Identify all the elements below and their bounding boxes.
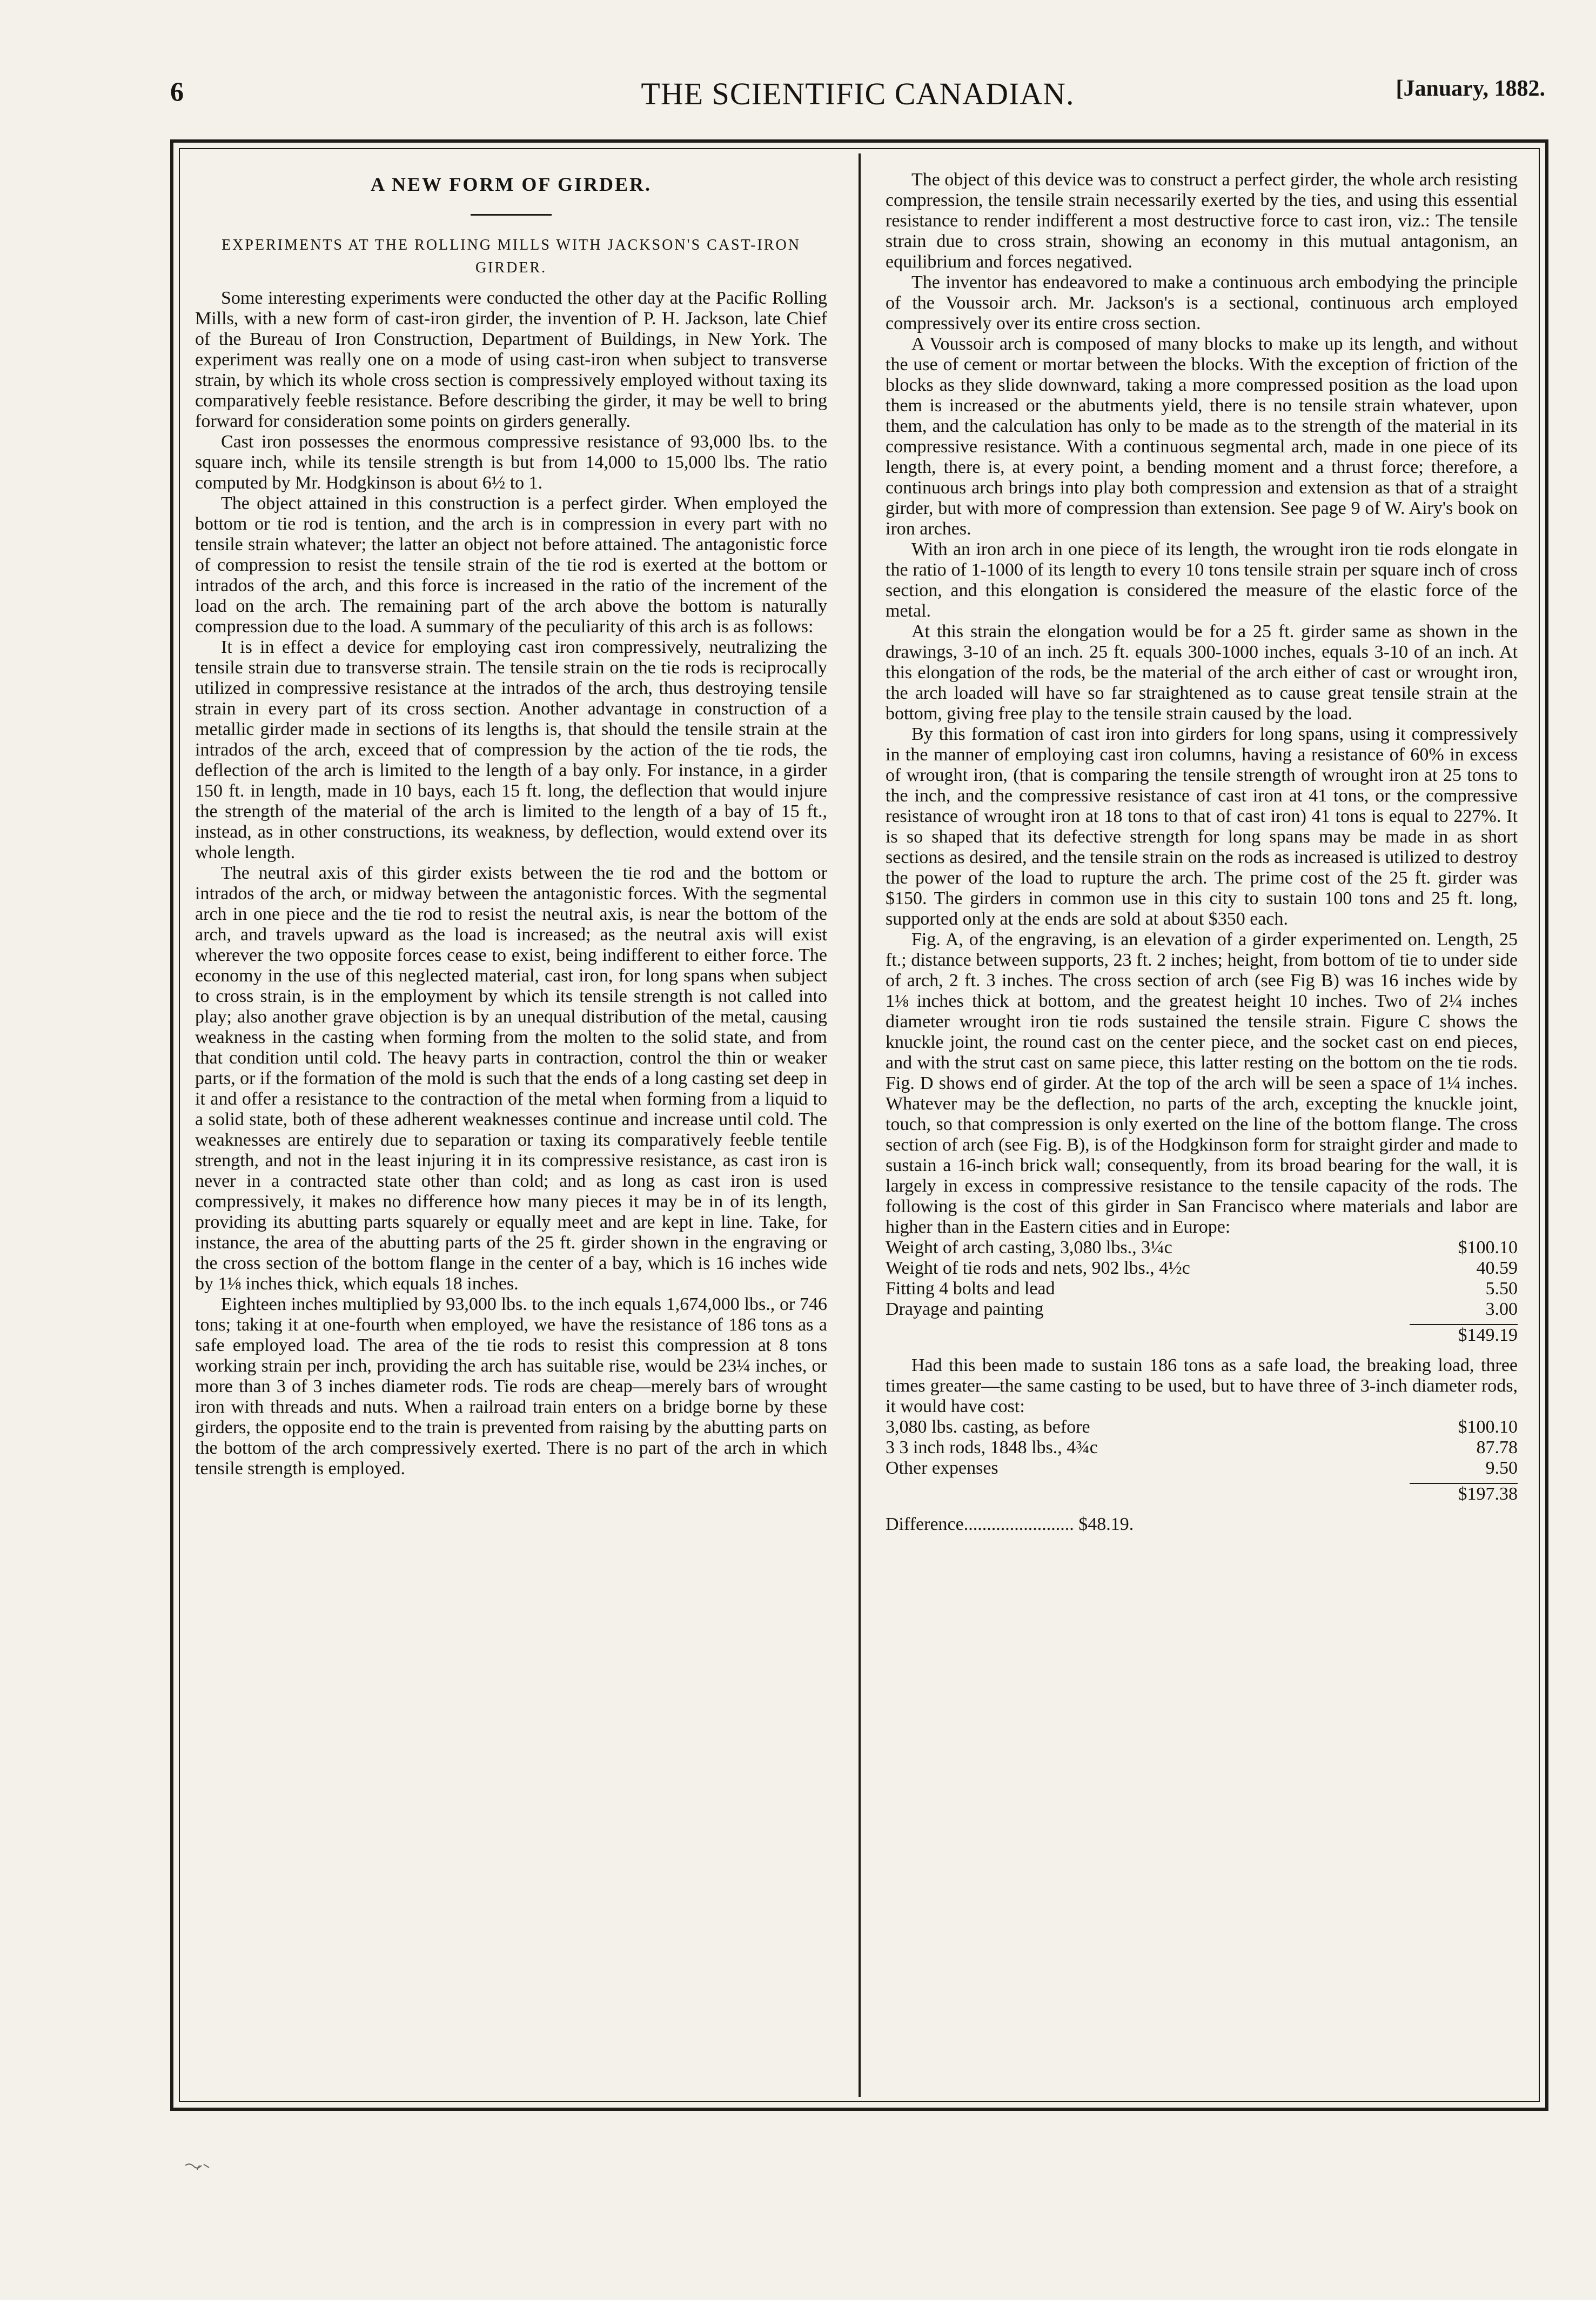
cost-amount: 3.00 [1485, 1299, 1518, 1319]
paragraph: The neutral axis of this girder exists between the tie rod and the bottom or intrados of the arch, or midway between the antagonistic forces. With the segmental arch in one piece and the tie rod to resist the neutral axis, is near the bottom of the arch, and travels upward as the load is increased; as the neutral axis will exist wherever the two opposite forces cease to exist, being indifferent to either force. The economy in the use of this neglected material, cast iron, for long spans when subject to cross strain, is in the employment by which its tensile strength is not called into play; also another grave objection is by an unequal distribution of the metal, causing weakness in the casting when forming from the molten to the solid state, and from that condition until cold. The heavy parts in contraction, control the thin or weaker parts, or if the formation of the mold is such that the ends of a long casting set deep in it and offer a resistance to the contraction of the metal when forming from a liquid to a solid state, both of these adherent weaknesses continue and increase until cold. The weaknesses are entirely due to separation or taxing its comparatively feeble tentile strength, and not in the least injuring it in its compressive resistance, as cast iron is never in a contracted state other than cold; and as long as cast iron is used compressively, it makes no difference how many pieces it may be in of its length, providing its abutting parts squarely or equally meet and are kept in line. Take, for instance, the area of the abutting parts of the 25 ft. girder shown in the engraving or the cross section of the bottom flange in the center of a bay, which is 16 inches wide by 1⅛ inches thick, which equals 18 inches. [195, 863, 827, 1294]
paragraph: A Voussoir arch is composed of many blocks to make up its length, and without the use of cement or mortar between the blocks. With the exception of friction of the blocks as they slide downward, taking a more compressed position as the load upon them is increased or the abutments yield, there is no tensile strain whatever, upon them, and the calculation has only to be made as to the strength of the material in its compressive resistance. With a continuous segmental arch, made in one piece of its length, there is, at every point, a bending moment and a thrust force; therefore, a continuous arch brings into play both compression and extension as that of a straight girder, but with more of compression than extension. See page 9 of W. Airy's book on iron arches. [886, 334, 1518, 539]
paragraph: Fig. A, of the engraving, is an elevation of a girder experimented on. Length, 25 ft.; distance between supports, 23 ft. 2 inches; height, from bottom of tie to under side of arch, 2 ft. 3 inches. The cross section of arch (see Fig B) was 16 inches wide by 1⅛ inches thick at bottom, and the greatest height 10 inches. Two of 2¼ inches diameter wrought iron tie rods sustained the tensile strain. Figure C shows the knuckle joint, the round cast on the center piece, and the socket cast on end pieces, and with the strut cast on same piece, this latter resting on the bottom on the tie rods. Fig. D shows end of girder. At the top of the arch will be seen a space of 1¼ inches. Whatever may be the deflection, no parts of the arch, excepting the knuckle joint, touch, so that compression is only exerted on the line of the bottom flange. The cross section of arch (see Fig. B), is of the Hodgkinson form for straight girder and made to sustain a 16-inch brick wall; consequently, from its broad bearing for the wall, it is largely in excess in compressive resistance to the tensile capacity of the rods. The following is the cost of this girder in San Francisco where materials and labor are higher than in the Eastern cities and in Europe: [886, 930, 1518, 1237]
article-frame [170, 139, 1548, 2111]
paragraph: With an iron arch in one piece of its length, the wrought iron tie rods elongate in the ratio of 1-1000 of its length to every 10 tons tensile strain per square inch of cross section, and this elongation is considered the measure of the elastic force of the metal. [886, 539, 1518, 621]
paragraph: The object of this device was to construct a perfect girder, the whole arch resisting compression, the tensile strain necessarily exerted by the ties, and using this essential resistance to render indifferent a most destructive force to cast iron, viz.: The tensile strain due to cross strain, showing an economy in this mutual antagonism, an equilibrium and forces negatived. [886, 170, 1518, 272]
cost-amount: 40.59 [1476, 1258, 1518, 1278]
cost-item: Weight of arch casting, 3,080 lbs., 3¼c [886, 1238, 1172, 1258]
title-rule [471, 214, 552, 216]
leader-dots: ........................ [963, 1514, 1074, 1534]
column-divider [859, 153, 861, 2097]
paragraph: Eighteen inches multiplied by 93,000 lbs. to the inch equals 1,674,000 lbs., or 746 tons; taking it at one-fourth when employed, we have the resistance of 186 tons as a safe employed load. The area of the tie rods to resist this compression at 8 tons working strain per inch, providing the arch has suitable rise, would be 23¼ inches, or more than 3 of 3 inches diameter rods. Tie rods are cheap—merely bars of wrought iron with threads and nuts. When a railroad train enters on a bridge borne by these girders, the opposite end to the train is prevented from raising by the abutting parts on the bottom of the arch compressively exerted. There is no part of the arch in which tensile strength is employed. [195, 1294, 827, 1479]
cost-item: 3 3 inch rods, 1848 lbs., 4¾c [886, 1438, 1098, 1457]
cost-row [886, 1458, 1518, 1479]
page-number: 6 [170, 76, 184, 106]
cost-item: Other expenses [886, 1458, 998, 1478]
cost-total: $149.19 [1458, 1325, 1518, 1345]
cost-row [886, 1238, 1518, 1258]
cost-total: $197.38 [1458, 1484, 1518, 1504]
cost-amount: 5.50 [1485, 1279, 1518, 1299]
paragraph: The object attained in this construction is a perfect girder. When employed the bottom or tie rod is tention, and the arch is in compression in every part with no tensile strain whatever; the latter an object not before attained. The antagonistic force of compression to resist the tensile strain of the tie rod is exerted at the bottom or intrados of the arch, and this force is increased in the ratio of the increment of the load on the arch. The remaining part of the arch above the bottom is naturally compression due to the load. A summary of the peculiarity of this arch is as follows: [195, 493, 827, 637]
paragraph: It is in effect a device for employing cast iron compressively, neutralizing the tensile strain due to transverse strain. The tensile strain on the tie rods is reciprocally utilized in compressive resistance at the intrados of the arch, thus destroying tensile strain in every part of its cross section. Another advantage in construction of a metallic girder made in sections of its lengths is, that should the tensile strain at the intrados of the arch, exceed that of compression by the action of the tie rods, the deflection of the arch is limited to the length of a bay only. For instance, in a girder 150 ft. in length, made in 10 bays, each 15 ft. long, the deflection that would injure the strength of the material of the arch is limited to the length of a bay of 15 ft., instead, as in other constructions, its weakness, by deflection, would extend over its whole length. [195, 637, 827, 862]
article-subtitle: EXPERIMENTS AT THE ROLLING MILLS WITH JACKSON'S CAST-IRON GIRDER. [222, 237, 801, 276]
cost-row [886, 1438, 1518, 1458]
journal-title: THE SCIENTIFIC CANADIAN. [641, 76, 1075, 111]
paragraph: At this strain the elongation would be for a 25 ft. girder same as shown in the drawings, 3-10 of an inch. 25 ft. equals 300-1000 inches, equals 3-10 of an inch. At this elongation of the rods, be the material of the arch either of cast or wrought iron, the arch loaded will have so far straightened as to cause great tensile strain at the bottom, giving free play to the tensile strain caused by the load. [886, 621, 1518, 724]
cost-table-san-francisco [886, 1238, 1518, 1320]
paragraph: Some interesting experiments were conducted the other day at the Pacific Rolling Mills, with a new form of cast-iron girder, the invention of P. H. Jackson, late Chief of the Bureau of Iron Construction, Department of Buildings, in New York. The experiment was really one on a mode of using cast-iron when subject to transverse strain, by which its whole cross section is compressively employed without taxing its comparatively feeble resistance. Before describing the girder, it may be well to bring forward for consideration some points on girders generally. [195, 288, 827, 431]
left-column [195, 170, 827, 1479]
paragraph: By this formation of cast iron into girders for long spans, using it compressively in the manner of employing cast iron columns, having a resistance of 60% in excess of wrought iron, (that is comparing the tensile strength of wrought iron at 25 tons to the inch, and the compressive resistance of cast iron at 41 tons, or the compressive resistance of wrought iron at 18 tons to that of cast iron) 41 tons is equal to 227%. It is so shaped that its defective strength for long spans may be made in as short sections as desired, and the tensile strain on the rods as increased is utilized to destroy the power of the load to rupture the arch. The prime cost of the 25 ft. girder was $150. The girders in common use in this city to sustain 100 tons and 25 ft. long, supported only at the ends are sold at about $350 each. [886, 724, 1518, 929]
cost-item: 3,080 lbs. casting, as before [886, 1417, 1090, 1437]
cost-row [886, 1279, 1518, 1299]
cost-item: Drayage and painting [886, 1299, 1044, 1319]
stray-ink-mark [181, 2154, 219, 2175]
difference-line [886, 1514, 1518, 1535]
cost-amount: 87.78 [1476, 1438, 1518, 1457]
cost-item: Fitting 4 bolts and lead [886, 1279, 1055, 1299]
paragraph: The inventor has endeavored to make a continuous arch embodying the principle of the Voussoir arch. Mr. Jackson's is a sectional, continuous arch employed compressively over its entire cross section. [886, 272, 1518, 333]
cost-item: Weight of tie rods and nets, 902 lbs., 4½c [886, 1258, 1190, 1278]
right-column [886, 170, 1518, 1535]
article-title: A NEW FORM OF GIRDER. [370, 173, 652, 195]
page-header [170, 76, 1545, 130]
cost-amount: $100.10 [1458, 1238, 1518, 1258]
cost-table-safe-load [886, 1417, 1518, 1479]
paragraph: Cast iron possesses the enormous compressive resistance of 93,000 lbs. to the square inch, while its tensile strength is but from 14,000 to 15,000 lbs. The ratio computed by Mr. Hodgkinson is about 6½ to 1. [195, 432, 827, 493]
difference-amount: $48.19. [1078, 1514, 1134, 1534]
cost-row [886, 1299, 1518, 1320]
difference-label: Difference [886, 1514, 964, 1534]
issue-date: [January, 1882. [1396, 76, 1545, 101]
cost-amount: 9.50 [1485, 1458, 1518, 1478]
cost-row [886, 1417, 1518, 1438]
cost-row [886, 1258, 1518, 1279]
cost-amount: $100.10 [1458, 1417, 1518, 1437]
paragraph: Had this been made to sustain 186 tons as a safe load, the breaking load, three times greater—the same casting to be used, but to have three of 3-inch diameter rods, it would have cost: [886, 1355, 1518, 1416]
